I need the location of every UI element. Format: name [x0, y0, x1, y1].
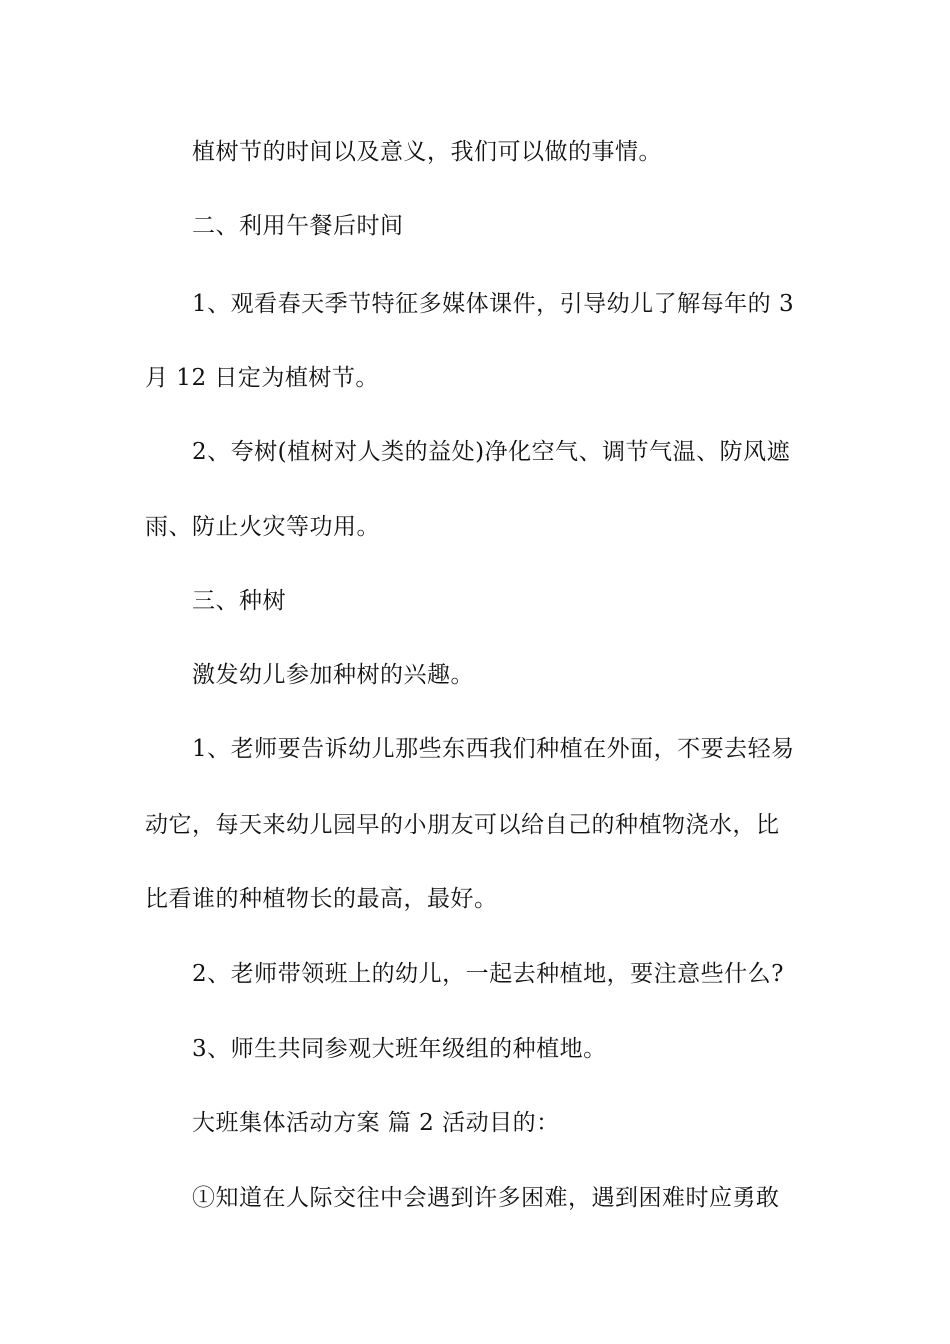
list-item-2-line-2: 雨、防止火灾等功用。: [145, 514, 380, 540]
section-heading-plan-2: 大班集体活动方案 篇 2 活动目的：: [192, 1110, 560, 1136]
list-item-5-line-1: 3、师生共同参观大班年级组的种植地。: [192, 1036, 607, 1062]
list-item-4-line-1: 2、老师带领班上的幼儿，一起去种植地，要注意些什么?: [192, 961, 784, 987]
list-item-1-line-1: 1、观看春天季节特征多媒体课件，引导幼儿了解每年的 3: [192, 291, 795, 317]
list-item-3-line-3: 比看谁的种植物长的最高，最好。: [145, 886, 498, 912]
section-heading-2: 二、利用午餐后时间: [192, 213, 404, 239]
goal-item-1-line-1: ①知道在人际交往中会遇到许多困难，遇到困难时应勇敢: [192, 1185, 780, 1211]
section-heading-3: 三、种树: [192, 588, 286, 614]
paragraph-line-1: 植树节的时间以及意义，我们可以做的事情。: [192, 139, 662, 165]
list-item-2-line-1: 2、夸树(植树对人类的益处)净化空气、调节气温、防风遮: [192, 439, 791, 465]
list-item-1-line-2: 月 12 日定为植树节。: [145, 365, 379, 391]
paragraph-line-interest: 激发幼儿参加种树的兴趣。: [192, 662, 474, 688]
list-item-3-line-2: 动它，每天来幼儿园早的小朋友可以给自己的种植物浇水，比: [145, 812, 780, 838]
list-item-3-line-1: 1、老师要告诉幼儿那些东西我们种植在外面，不要去轻易: [192, 736, 795, 762]
